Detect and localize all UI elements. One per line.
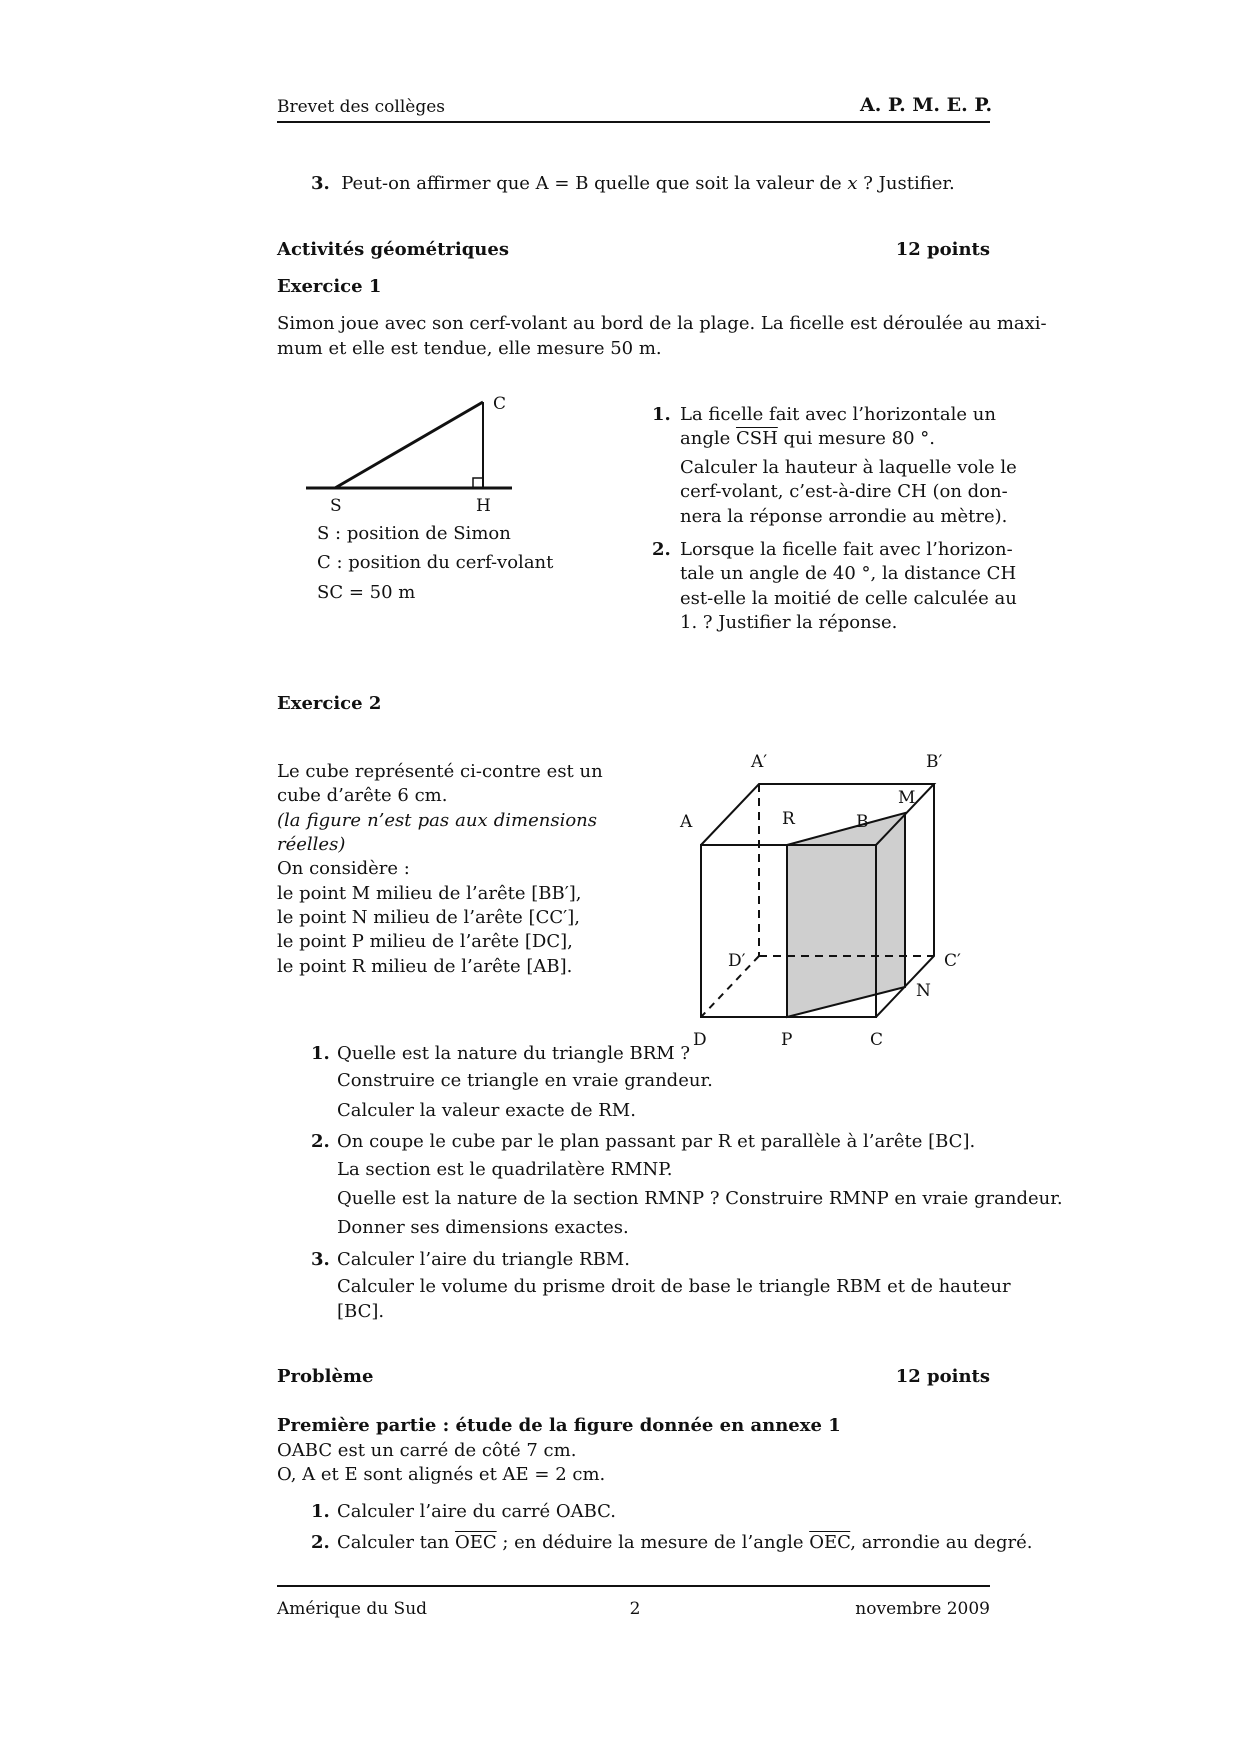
ex2-text-line-5: On considère : bbox=[277, 858, 410, 879]
ex2-text-line-6: le point M milieu de l’arête [BB′], bbox=[277, 883, 582, 904]
label-N: N bbox=[916, 981, 931, 1001]
ex2-q1-line-2: Construire ce triangle en vraie grandeur. bbox=[337, 1070, 713, 1091]
label-M: M bbox=[898, 788, 916, 808]
section-points-problem: 12 points bbox=[895, 1366, 990, 1387]
ex1-q1-number: 1. bbox=[652, 404, 671, 425]
ex2-q3-line-1: Calculer l’aire du triangle RBM. bbox=[337, 1249, 630, 1270]
ex2-text-line-9: le point R milieu de l’arête [AB]. bbox=[277, 956, 573, 977]
ex2-text-line-2: cube d’arête 6 cm. bbox=[277, 785, 448, 806]
label-C-prime: C′ bbox=[944, 951, 961, 971]
header-rule bbox=[277, 121, 990, 123]
legend-SC: SC = 50 m bbox=[317, 582, 416, 603]
header-left: Brevet des collèges bbox=[277, 97, 446, 117]
header-right: A. P. M. E. P. bbox=[860, 94, 993, 116]
label-C: C bbox=[870, 1030, 884, 1050]
kite-triangle-figure bbox=[290, 385, 530, 520]
legend-S: S : position de Simon bbox=[317, 523, 511, 544]
footer-left: Amérique du Sud bbox=[277, 1599, 428, 1619]
footer-rule bbox=[277, 1585, 990, 1587]
ex1-q1-line-2: angle $\overline{CSH}$ qui mesure 80 °. bbox=[680, 428, 935, 449]
ex2-text-line-4: réelles) bbox=[277, 834, 346, 855]
problem-q1-number: 1. bbox=[311, 1501, 330, 1522]
label-C: C bbox=[493, 394, 507, 414]
angle-CSH: $\overline{CSH}$ bbox=[735, 428, 778, 449]
ex2-q2-line-2: La section est le quadrilatère RMNP. bbox=[337, 1159, 673, 1180]
ex2-q3-line-2: Calculer le volume du prisme droit de base le triangle RBM et de hauteur bbox=[337, 1276, 1011, 1297]
exercise-1-title: Exercice 1 bbox=[277, 276, 382, 297]
label-A-prime: A′ bbox=[751, 752, 768, 772]
ex2-q1-number: 1. bbox=[311, 1043, 330, 1064]
label-H: H bbox=[476, 496, 491, 516]
footer-right: novembre 2009 bbox=[855, 1599, 990, 1619]
ex2-q2-number: 2. bbox=[311, 1131, 330, 1152]
ex2-text-line-8: le point P milieu de l’arête [DC], bbox=[277, 931, 573, 952]
string-segment-sc bbox=[335, 402, 483, 488]
label-P: P bbox=[781, 1030, 793, 1050]
legend-C: C : position du cerf-volant bbox=[317, 552, 554, 573]
ex2-q2-line-4: Donner ses dimensions exactes. bbox=[337, 1217, 629, 1238]
cube-figure bbox=[670, 745, 980, 1055]
label-A: A bbox=[680, 812, 693, 832]
ex2-text-line-1: Le cube représenté ci-contre est un bbox=[277, 761, 603, 782]
intro-question-3: 3. Peut-on affirmer que A = B quelle que soit la valeur de x ? Justifier. bbox=[311, 173, 955, 194]
section-title-problem: Problème bbox=[277, 1366, 374, 1387]
ex1-q2-line-4: 1. ? Justifier la réponse. bbox=[680, 612, 898, 633]
label-D: D bbox=[693, 1030, 707, 1050]
problem-line-2: O, A et E sont alignés et AE = 2 cm. bbox=[277, 1464, 606, 1485]
exercise-1-intro-line-1: Simon joue avec son cerf-volant au bord de la plage. La ficelle est déroulée au maxi- bbox=[277, 313, 1047, 334]
ex2-q1-line-3: Calculer la valeur exacte de RM. bbox=[337, 1100, 636, 1121]
ex1-q2-line-2: tale un angle de 40 °, la distance CH bbox=[680, 563, 1017, 584]
ex2-q3-number: 3. bbox=[311, 1249, 330, 1270]
label-D-prime: D′ bbox=[728, 951, 746, 971]
exercise-1-intro-line-2: mum et elle est tendue, elle mesure 50 m. bbox=[277, 338, 662, 359]
problem-part-1-title: Première partie : étude de la figure donnée en annexe 1 bbox=[277, 1415, 841, 1436]
ex2-q2-line-3: Quelle est la nature de la section RMNP ? Construire RMNP en vraie grandeur. bbox=[337, 1188, 1063, 1209]
section-points-geometry: 12 points bbox=[895, 239, 990, 260]
label-B: B bbox=[856, 812, 869, 832]
ex1-q2-number: 2. bbox=[652, 539, 671, 560]
problem-q2-number: 2. bbox=[311, 1532, 330, 1553]
problem-line-1: OABC est un carré de côté 7 cm. bbox=[277, 1440, 577, 1461]
section-title-geometry: Activités géométriques bbox=[277, 239, 509, 260]
ex1-q2-line-1: Lorsque la ficelle fait avec l’horizon- bbox=[680, 539, 1013, 560]
exercise-2-title: Exercice 2 bbox=[277, 693, 382, 714]
ex2-q3-line-3: [BC]. bbox=[337, 1301, 385, 1322]
problem-q2-text: Calculer $\tan \overline{OEC}$ ; en déduire la mesure de l’angle $\overline{OEC}$, arrondie au degré. bbox=[337, 1532, 1033, 1553]
angle-OEC-2: $\overline{OEC}$ bbox=[809, 1532, 851, 1553]
ex1-q1-line-4: cerf-volant, c’est-à-dire CH (on don- bbox=[680, 481, 1008, 502]
section-RMNP bbox=[787, 813, 905, 1017]
ex2-text-line-7: le point N milieu de l’arête [CC′], bbox=[277, 907, 580, 928]
label-R: R bbox=[782, 809, 795, 829]
ex2-q1-line-1: Quelle est la nature du triangle BRM ? bbox=[337, 1043, 691, 1064]
label-B-prime: B′ bbox=[926, 752, 943, 772]
ex2-q2-line-1: On coupe le cube par le plan passant par R et parallèle à l’arête [BC]. bbox=[337, 1131, 976, 1152]
label-S: S bbox=[330, 496, 342, 516]
ex1-q1-line-1: La ficelle fait avec l’horizontale un bbox=[680, 404, 996, 425]
ex1-q1-line-5: nera la réponse arrondie au mètre). bbox=[680, 506, 1008, 527]
ex2-text-line-3: (la figure n’est pas aux dimensions bbox=[277, 810, 597, 831]
ex1-q1-line-3: Calculer la hauteur à laquelle vole le bbox=[680, 457, 1017, 478]
footer-page-number: 2 bbox=[629, 1599, 641, 1619]
angle-OEC-1: $\overline{OEC}$ bbox=[454, 1532, 497, 1553]
ex1-q2-line-3: est-elle la moitié de celle calculée au bbox=[680, 588, 1017, 609]
problem-q1-text: Calculer l’aire du carré OABC. bbox=[337, 1501, 617, 1522]
